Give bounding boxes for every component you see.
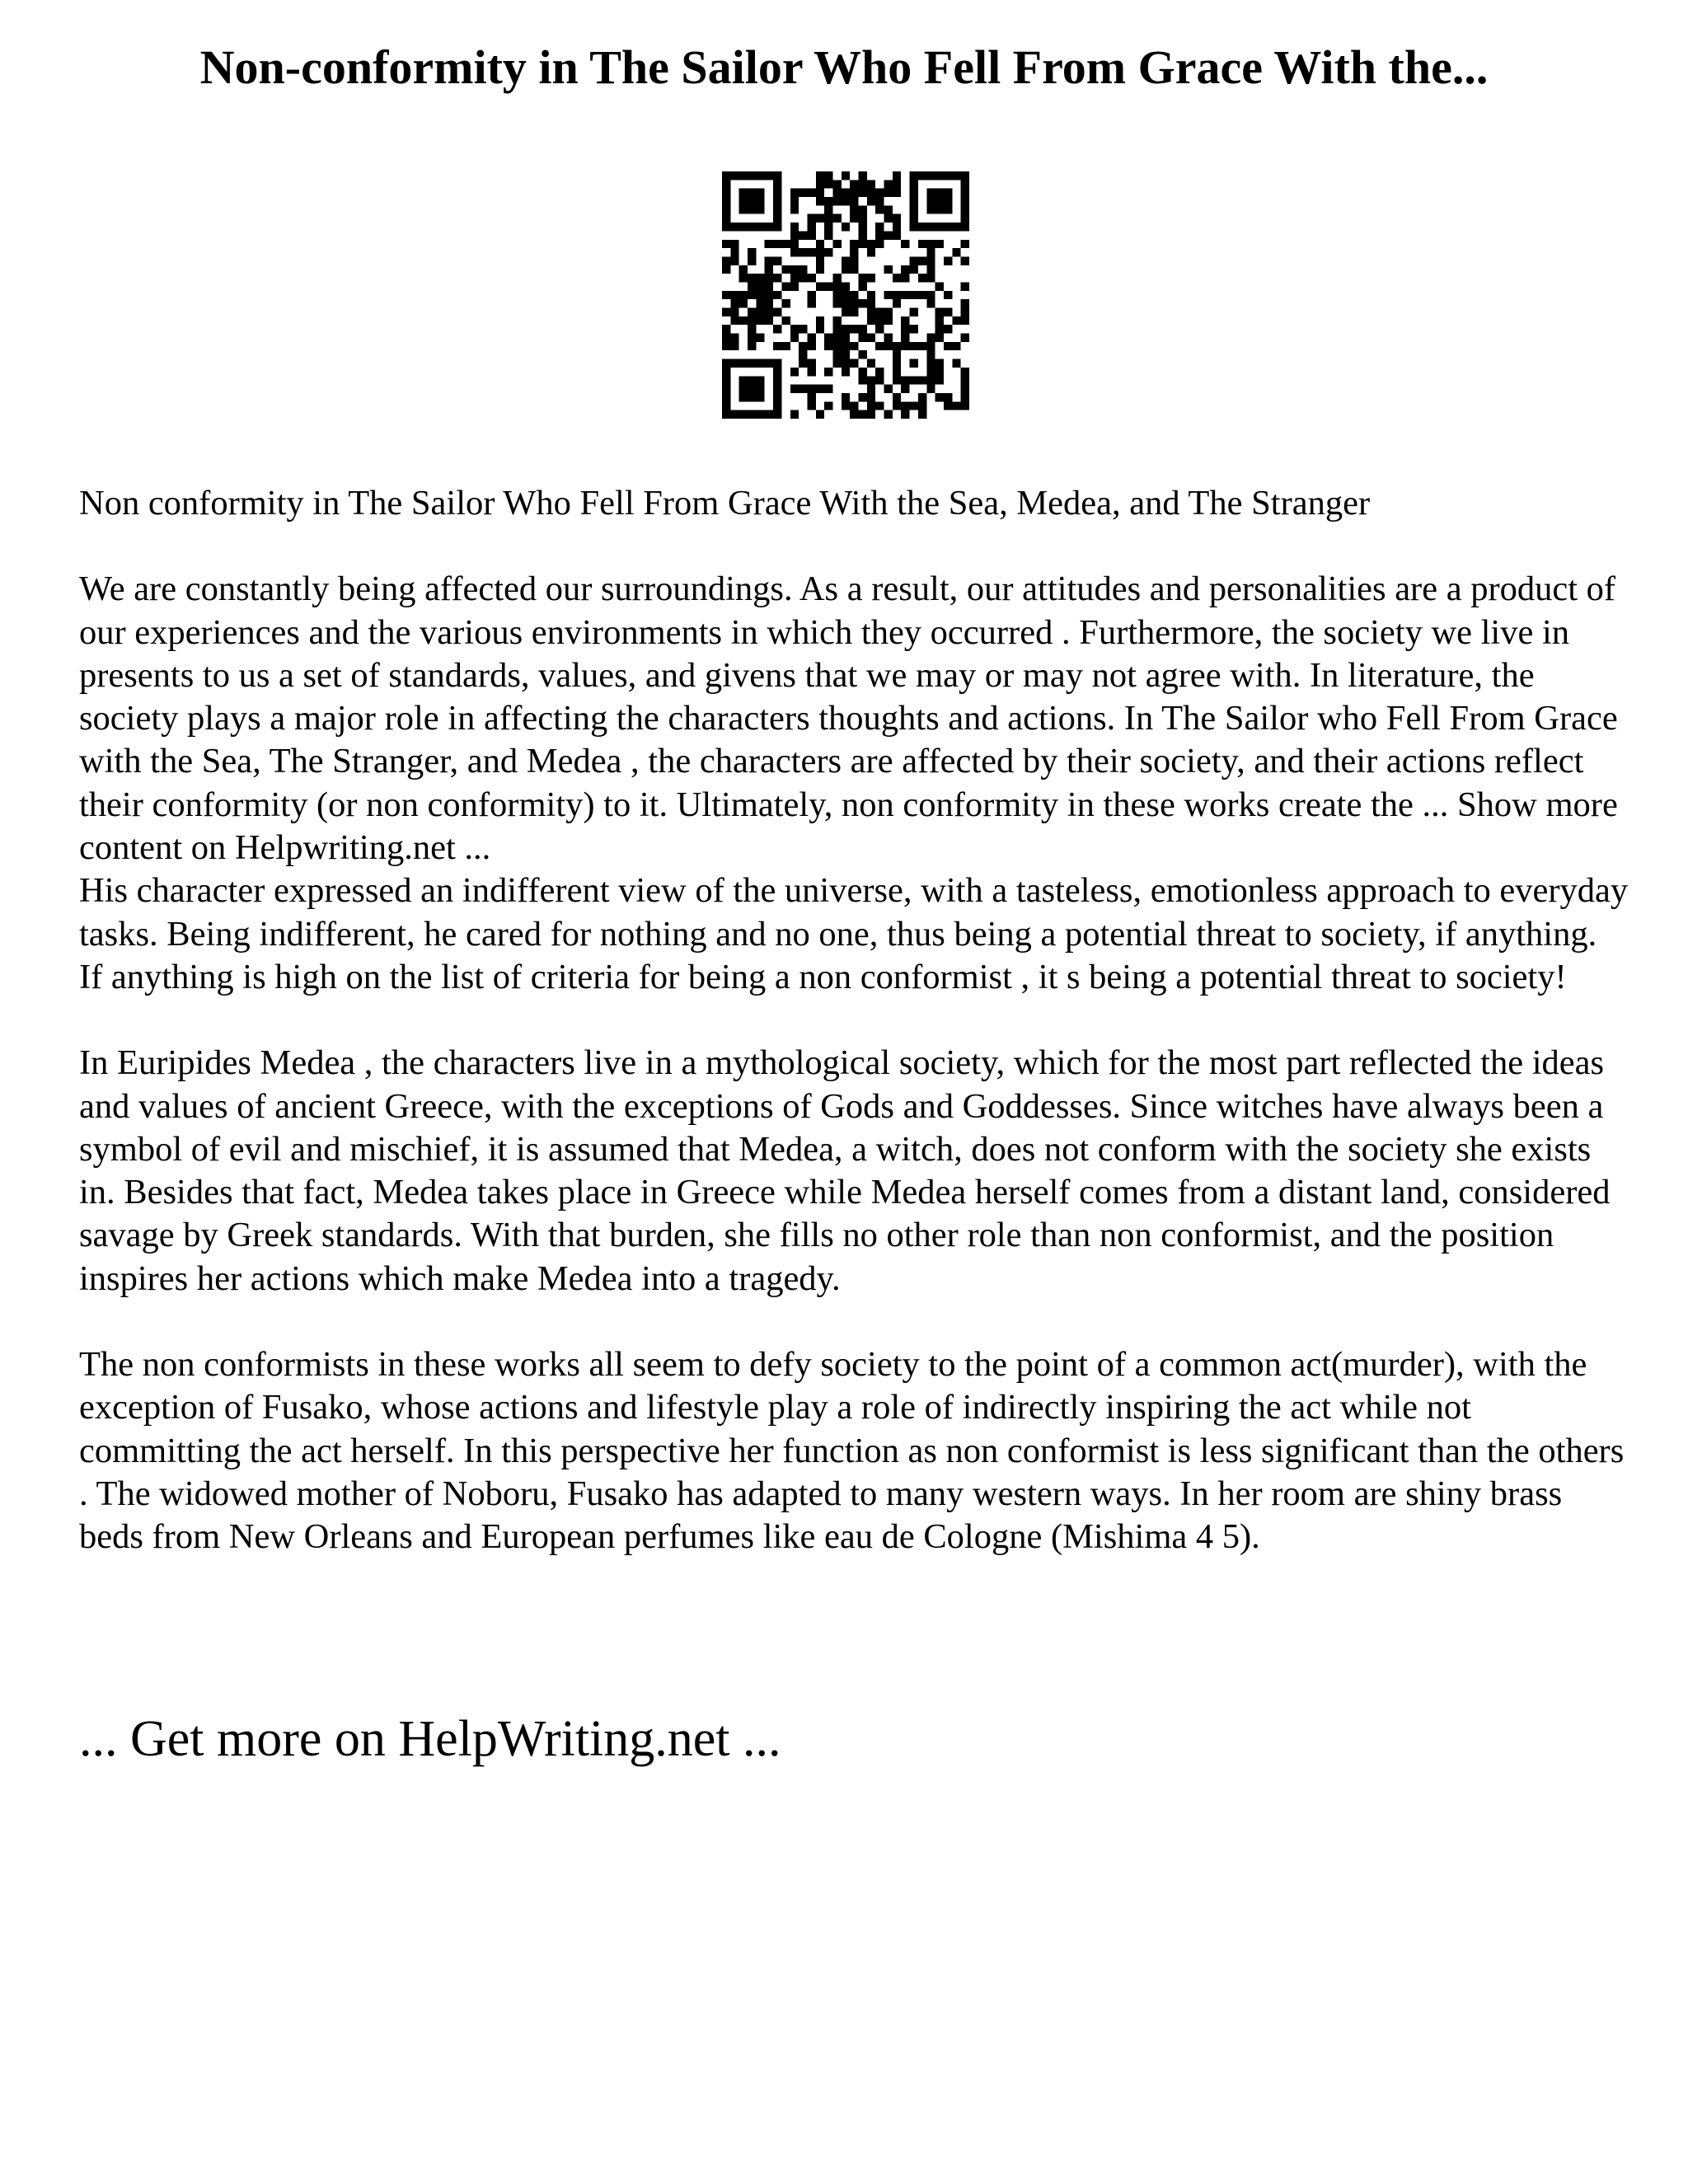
paragraph: In Euripides Medea , the characters live in a mythological society, which for the most part reflected the ideas and values of ancient Greece, with the exceptions of Gods and Goddesses. Since witches have always been a symbol of evil and mischief, it is assumed that Medea, a witch, does not conform with the society she exists in. Besides that fact, Medea takes place in Greece while Medea herself comes from a distant land, considered savage by Greek standards. With that burden, she fills no other role than non conformist, and the position inspires her actions which make Medea into a tragedy. <box>79 1043 1611 1298</box>
qr-code-icon <box>722 171 969 419</box>
get-more-link[interactable]: ... Get more on HelpWriting.net ... <box>79 1711 781 1767</box>
page-title: Non-conformity in The Sailor Who Fell From Grace With the... <box>199 40 1489 94</box>
document-subtitle: Non conformity in The Sailor Who Fell From Grace With the Sea, Medea, and The Stranger <box>79 484 1371 523</box>
paragraph: We are constantly being affected our surroundings. As a result, our attitudes and personalities are a product of our experiences and the various environments in which they occurred . Furthermore, the society we live in presents to us a set of standards, values, and givens that we may or may not agree with. In literature, the society plays a major role in affecting the characters thoughts and actions. In The Sailor who Fell From Grace with the Sea, The Stranger, and Medea , the characters are affected by their society, and their actions reflect their conformity (or non conformity) to it. Ultimately, non conformity in these works create the ... Show more content on Helpwriting.net ... <box>79 569 1618 868</box>
paragraph: His character expressed an indifferent view of the universe, with a tasteless, emotionless approach to everyday tasks. Being indifferent, he cared for nothing and no one, thus being a potential threat to society, if anything. If anything is high on the list of criteria for being a non conformist , it s being a potential threat to society! <box>79 871 1629 996</box>
document-body <box>79 482 1629 1559</box>
paragraph: The non conformists in these works all seem to defy society to the point of a common act(murder), with the exception of Fusako, whose actions and lifestyle play a role of indirectly inspiring the act while not committing the act herself. In this perspective her function as non conformist is less significant than the others . The widowed mother of Noboru, Fusako has adapted to many western ways. In her room are shiny brass beds from New Orleans and European perfumes like eau de Cologne (Mishima 4 5). <box>79 1345 1625 1557</box>
